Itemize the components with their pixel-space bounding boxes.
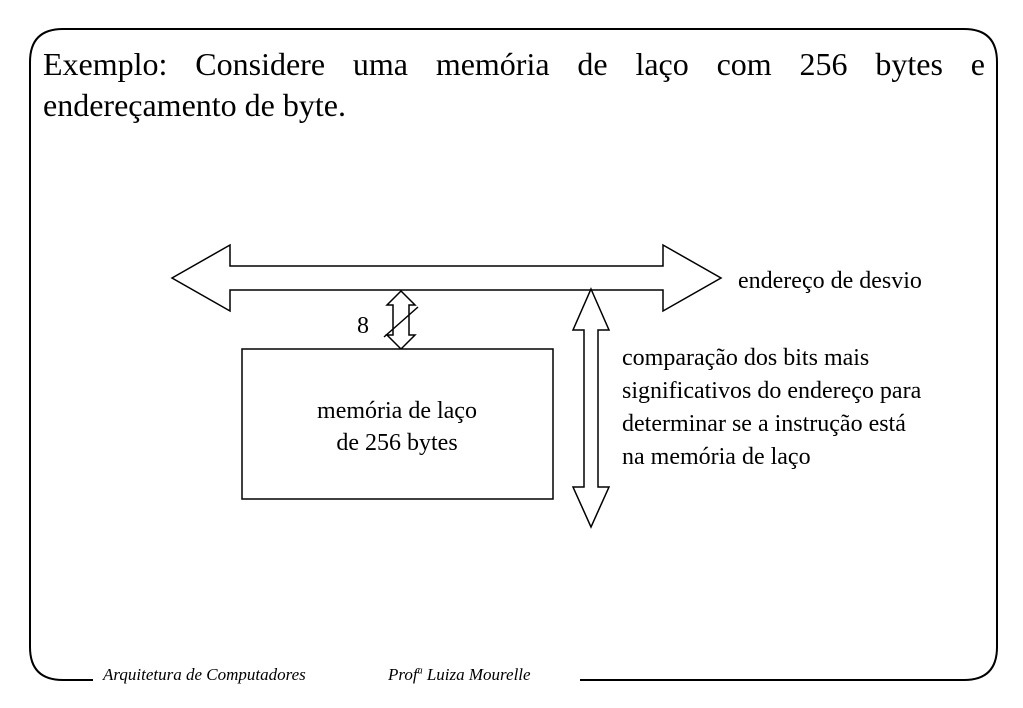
loop-memory-block bbox=[242, 349, 553, 499]
comparison-note-line-1: comparação dos bits mais bbox=[622, 345, 870, 371]
footer-professor-name: Luiza Mourelle bbox=[422, 665, 531, 684]
footer-professor-prefix: Prof bbox=[388, 665, 418, 684]
footer-professor bbox=[388, 664, 531, 686]
data-path-arrow bbox=[387, 291, 415, 349]
memory-label-line-1: memória de laço bbox=[317, 398, 477, 424]
bus-width-label: 8 bbox=[357, 313, 369, 339]
footer-course-title: Arquitetura de Computadores bbox=[103, 665, 306, 684]
slide-heading: Exemplo: Considere uma memória de laço com 256 bytes e endereçamento de byte. bbox=[43, 46, 985, 123]
memory-label-line-2: de 256 bytes bbox=[336, 430, 458, 456]
address-bus-arrow bbox=[172, 245, 721, 311]
comparison-note-line-2: significativos do endereço para bbox=[622, 378, 922, 404]
comparison-note-line-4: na memória de laço bbox=[622, 444, 811, 470]
comparison-note-line-3: determinar se a instrução está bbox=[622, 411, 906, 437]
footer-professor-superscript: a bbox=[417, 665, 423, 677]
bus-label: endereço de desvio bbox=[738, 268, 922, 294]
comparison-arrow bbox=[573, 289, 609, 527]
